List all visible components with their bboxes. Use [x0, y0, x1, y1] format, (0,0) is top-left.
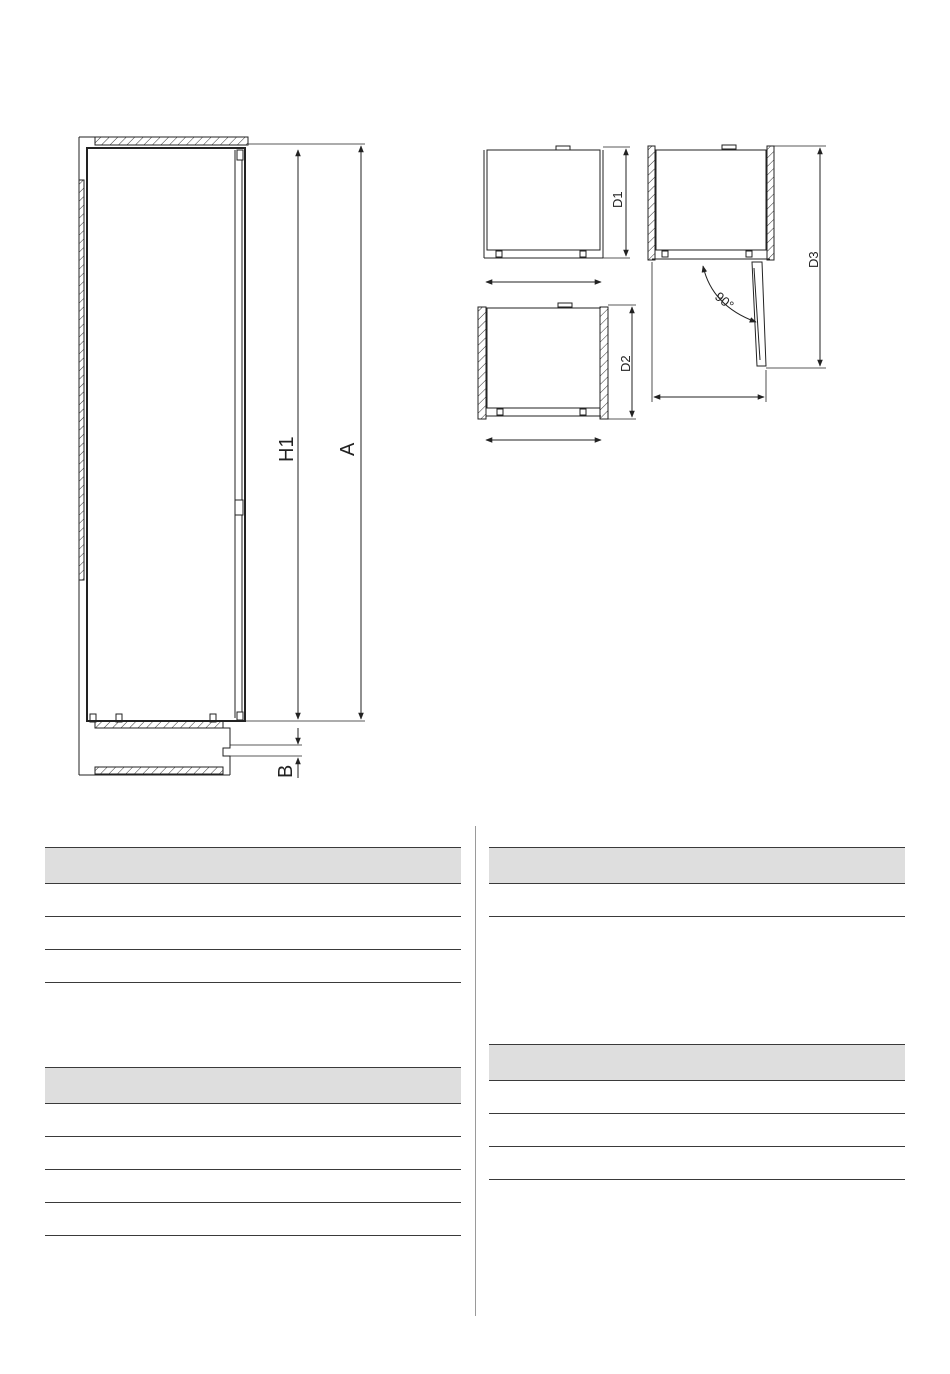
label-b: B: [275, 764, 297, 778]
table-header: [489, 1045, 905, 1081]
label-a: A: [337, 442, 359, 456]
column-divider: [475, 826, 476, 1316]
table-row: [489, 1114, 905, 1147]
label-angle: 90°: [712, 288, 737, 313]
table-row: [45, 1137, 461, 1170]
table-row: [489, 1081, 905, 1114]
label-d3: D3: [806, 251, 821, 268]
table-row: [489, 1147, 905, 1180]
side-view: [79, 137, 365, 775]
table-header: [45, 848, 461, 884]
spec-table-right-bottom: [489, 1044, 905, 1180]
top-view-d1: [484, 146, 630, 282]
label-d2: D2: [618, 355, 633, 372]
spec-table-left-bottom: [45, 1067, 461, 1236]
table-row: [45, 917, 461, 950]
table-row: [45, 1104, 461, 1137]
table-header: [45, 1068, 461, 1104]
table-row: [45, 1170, 461, 1203]
spec-table-left-top: [45, 847, 461, 983]
label-d1: D1: [610, 191, 625, 208]
label-h1: H1: [276, 436, 298, 462]
table-header: [489, 848, 905, 884]
table-row: [45, 950, 461, 983]
table-row: [45, 884, 461, 917]
top-view-d2: [478, 303, 636, 440]
dimension-lines-side: [298, 146, 361, 778]
spec-table-right-top: [489, 847, 905, 917]
table-row: [45, 1203, 461, 1236]
table-row: [489, 884, 905, 917]
top-view-d3: [648, 145, 826, 402]
